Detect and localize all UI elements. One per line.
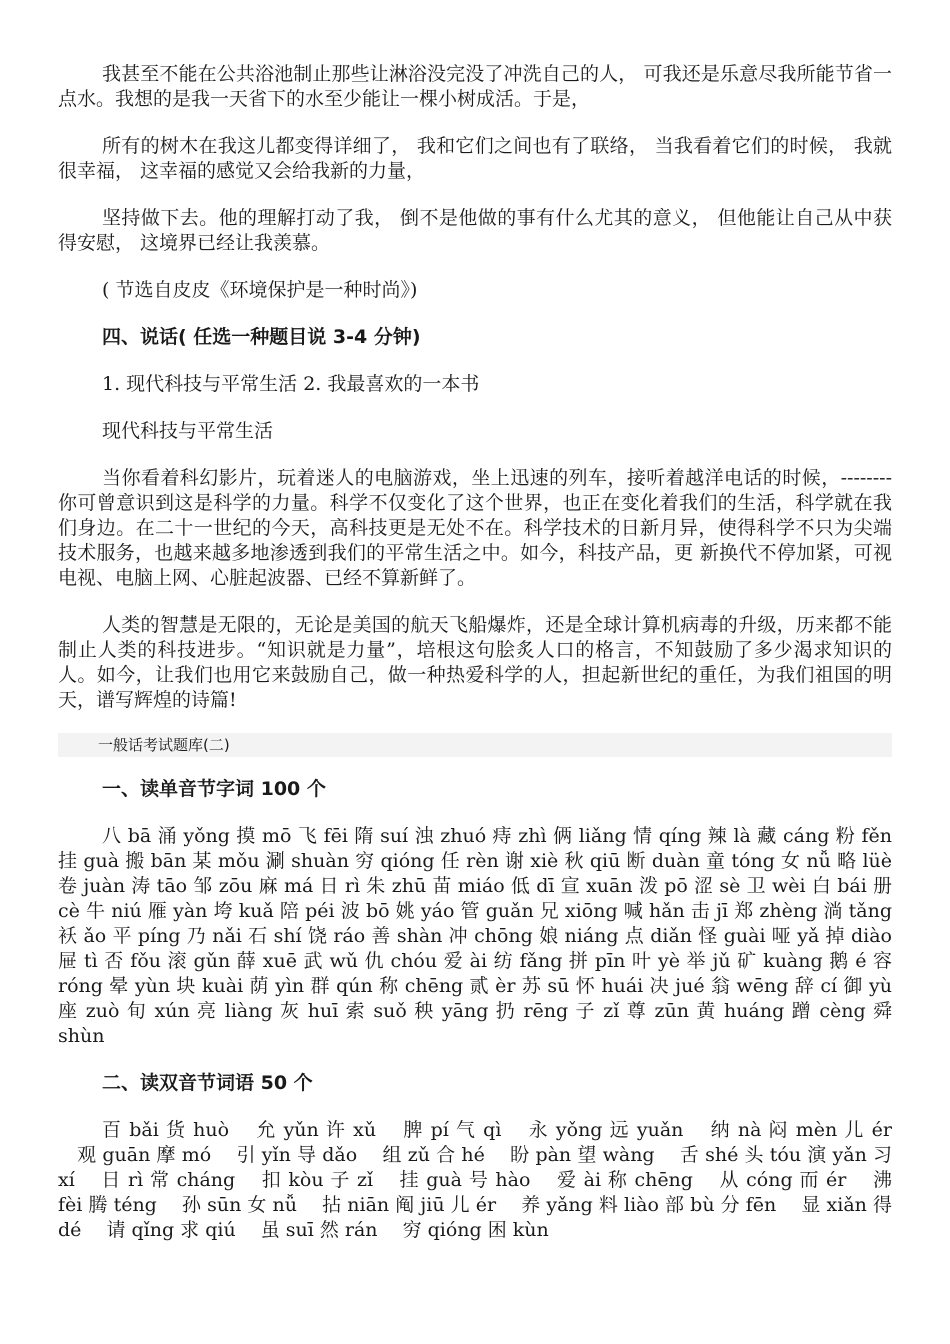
essay-paragraph-2: 人类的智慧是无限的，无论是美国的航天飞船爆炸，还是全球计算机病毒的升级，历来都不能制止人类的科技进步。“知识就是力量”，培根这句脍炙人口的格言，不知鼓励了多少渴求知识的人。如今，让我们也用它来鼓励自己，做一种热爱科学的人，担起新世纪的重任，为我们祖国的明天，谱写辉煌的诗篇! [58,614,892,711]
essay-title: 现代科技与平常生活 [102,420,274,442]
single-syllable-words: 八 bā 涌 yǒng 摸 mō 飞 fēi 隋 suí 浊 zhuó 痔 zhì 俩 liǎng 情 qíng 辣 là 藏 cáng 粉 fěn 挂 guà 搬 bān 某 mǒu 涮 shuàn 穷 qióng 任 rèn 谢 xiè 秋 qiū 断 duàn 童 tóng 女 nǚ 略 lüè 卷 juàn 涛 tāo 邹 zōu 麻 má 日 rì 朱 zhū 苗 miáo 低 dī 宣 xuān 泼 pō 涩 sè 卫 wèi 白 bái 册 cè 牛 niú 雁 yàn 垮 kuǎ 陪 péi 波 bō 姚 yáo 管 guǎn 兄 xiōng 喊 hǎn 击 jī 郑 zhèng 淌 tǎng 袄 ǎo 平 píng 乃 nǎi 石 shí 饶 ráo 善 shàn 冲 chōng 娘 niáng 点 diǎn 怪 guài 哑 yǎ 掉 diào 屉 tì 否 fǒu 滚 gǔn 薛 xuē 武 wǔ 仇 chóu 爱 ài 纺 fǎng 拼 pīn 叶 yè 举 jǔ 矿 kuàng 鹅 é 容 róng 晕 yùn 块 kuài 荫 yìn 群 qún 称 chēng 贰 èr 苏 sū 怀 huái 决 jué 翁 wēng 辞 cí 御 yù 座 zuò 旬 xún 亮 liàng 灰 huī 索 suǒ 秧 yāng 扔 rēng 子 zǐ 尊 zūn 黄 huáng 蹭 cèng 舜 shùn [58,825,892,1047]
topic-list: 1. 现代科技与平常生活 2. 我最喜欢的一本书 [102,373,480,395]
section-band-title: 一般话考试题库(二) [58,733,892,757]
source-note: ( 节选自皮皮《环境保护是一种时尚》) [102,279,418,301]
double-syllable-words: 百 bǎi 货 huò 允 yǔn 许 xǔ 脾 pí 气 qì 永 yǒng 远 yuǎn 纳 nà 闷 mèn 儿 ér 观 guān 摩 mó 引 yǐn 导 dǎo 组 zǔ 合 hé 盼 pàn 望 wàng 舌 shé 头 tóu 演 yǎn 习 xí 日 rì 常 cháng 扣 kòu 子 zǐ 挂 guà 号 hào 爱 ài 称 chēng 从 cóng 而 ér 沸 fèi 腾 téng 孙 sūn 女 nǚ 拈 niān 阄 jiū 儿 ér 养 yǎng 料 liào 部 bù 分 fēn 显 xiǎn 得 dé 请 qǐng 求 qiú 虽 suī 然 rán 穷 qióng 困 kùn [58,1119,892,1241]
double-syllable-title: 二、读双音节词语 50 个 [102,1072,313,1094]
section-4-title: 四、说话( 任选一种题目说 3-4 分钟) [102,326,421,348]
single-syllable-title: 一、读单音节字词 100 个 [102,778,326,800]
essay-paragraph-1: 当你看着科幻影片，玩着迷人的电脑游戏，坐上迅速的列车，接听着越洋电话的时候，--------你可曾意识到这是科学的力量。科学不仅变化了这个世界，也正在变化着我们的生活，科学就在我们身边。在二十一世纪的今天，高科技更是无处不在。科学技术的日新月异，使得科学不只为尖端技术服务，也越来越多地渗透到我们的平常生活之中。如今，科技产品，更 新换代不停加紧，可视电视、电脑上网、心脏起波器、已经不算新鲜了。 [58,467,892,589]
paragraph-2: 所有的树木在我这儿都变得详细了， 我和它们之间也有了联络， 当我看着它们的时候， 我就很幸福， 这幸福的感觉又会给我新的力量， [58,135,892,182]
paragraph-1: 我甚至不能在公共浴池制止那些让淋浴没完没了冲洗自己的人， 可我还是乐意尽我所能节省一点水。我想的是我一天省下的水至少能让一棵小树成活。于是， [58,63,892,110]
paragraph-3: 坚持做下去。他的理解打动了我， 倒不是他做的事有什么尤其的意义， 但他能让自己从中获得安慰， 这境界已经让我羡慕。 [58,207,892,254]
